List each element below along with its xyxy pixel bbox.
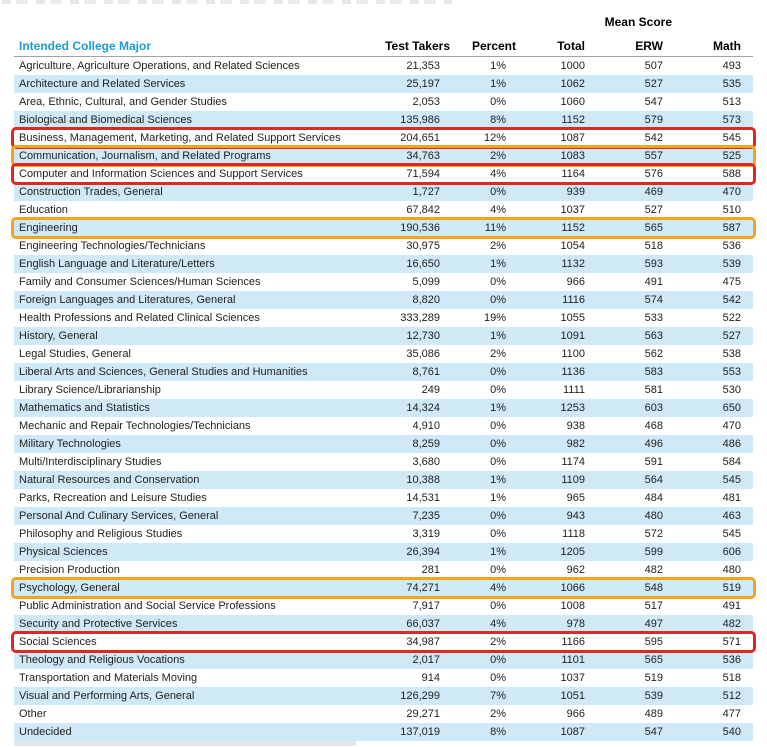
column-header-major: Intended College Major xyxy=(19,39,152,53)
cell-percent: 1% xyxy=(490,546,506,558)
cell-total: 1066 xyxy=(560,582,585,594)
table-row xyxy=(14,327,753,345)
cell-math: 518 xyxy=(722,672,741,684)
table-row xyxy=(14,615,753,633)
cell-math: 470 xyxy=(722,420,741,432)
cell-erw: 527 xyxy=(644,78,663,90)
cell-total: 1109 xyxy=(561,474,585,486)
cell-total: 1087 xyxy=(560,132,585,144)
cell-test-takers: 914 xyxy=(421,672,440,684)
table-row xyxy=(14,579,753,597)
cell-total: 1055 xyxy=(560,312,585,324)
table-row xyxy=(14,489,753,507)
table-row xyxy=(14,381,753,399)
table-row xyxy=(14,219,753,237)
table-row xyxy=(14,435,753,453)
cell-major: Parks, Recreation and Leisure Studies xyxy=(19,492,207,504)
cell-test-takers: 1,727 xyxy=(412,186,440,198)
cell-percent: 0% xyxy=(490,528,506,540)
cell-percent: 1% xyxy=(490,474,506,486)
cell-percent: 4% xyxy=(490,168,506,180)
table-row xyxy=(14,201,753,219)
cell-major: Social Sciences xyxy=(19,636,97,648)
cell-major: Mathematics and Statistics xyxy=(19,402,150,414)
cell-math: 493 xyxy=(722,60,741,72)
cell-total: 1083 xyxy=(560,150,585,162)
cell-total: 939 xyxy=(566,186,585,198)
cell-major: Personal And Culinary Services, General xyxy=(19,510,219,522)
table-row xyxy=(14,417,753,435)
cell-erw: 507 xyxy=(644,60,663,72)
cell-math: 481 xyxy=(722,492,741,504)
cell-test-takers: 135,986 xyxy=(400,114,440,126)
cell-erw: 484 xyxy=(644,492,663,504)
cell-test-takers: 30,975 xyxy=(406,240,440,252)
cell-percent: 0% xyxy=(490,510,506,522)
cell-test-takers: 66,037 xyxy=(406,618,440,630)
table-row xyxy=(14,111,753,129)
cell-erw: 489 xyxy=(644,708,663,720)
cell-percent: 4% xyxy=(490,582,506,594)
cell-total: 1008 xyxy=(560,600,585,612)
cell-major: Liberal Arts and Sciences, General Studies and Humanities xyxy=(19,366,308,378)
cell-total: 1152 xyxy=(561,114,585,126)
next-section-edge xyxy=(14,741,356,746)
cell-math: 587 xyxy=(722,222,741,234)
cell-total: 1087 xyxy=(560,726,585,738)
cell-test-takers: 26,394 xyxy=(406,546,440,558)
cell-percent: 7% xyxy=(490,690,506,702)
cell-test-takers: 12,730 xyxy=(406,330,440,342)
table-row xyxy=(14,129,753,147)
cell-math: 536 xyxy=(722,240,741,252)
cell-math: 513 xyxy=(722,96,741,108)
cell-total: 1111 xyxy=(562,384,585,396)
cell-erw: 482 xyxy=(644,564,663,576)
cell-total: 1116 xyxy=(562,294,585,306)
cell-percent: 1% xyxy=(490,60,506,72)
cell-major: Architecture and Related Services xyxy=(19,78,186,90)
cell-math: 553 xyxy=(722,366,741,378)
cell-test-takers: 281 xyxy=(421,564,440,576)
cell-erw: 595 xyxy=(644,636,663,648)
cell-total: 1101 xyxy=(561,654,585,666)
cell-major: Psychology, General xyxy=(19,582,120,594)
table-row xyxy=(14,183,753,201)
cell-percent: 4% xyxy=(490,618,506,630)
cell-percent: 1% xyxy=(490,402,506,414)
cell-erw: 547 xyxy=(644,96,663,108)
cell-erw: 491 xyxy=(644,276,663,288)
cell-percent: 2% xyxy=(490,708,506,720)
cell-erw: 519 xyxy=(644,672,663,684)
cell-math: 588 xyxy=(722,168,741,180)
cell-erw: 497 xyxy=(644,618,663,630)
cell-math: 545 xyxy=(722,528,741,540)
cell-erw: 548 xyxy=(644,582,663,594)
mean-score-group-header: Mean Score xyxy=(604,15,672,29)
cell-math: 477 xyxy=(722,708,741,720)
cell-major: Security and Protective Services xyxy=(19,618,178,630)
table-row xyxy=(14,651,753,669)
cell-major: Undecided xyxy=(19,726,72,738)
cell-test-takers: 21,353 xyxy=(406,60,440,72)
table-row xyxy=(14,561,753,579)
cell-math: 530 xyxy=(722,384,741,396)
cell-major: Engineering xyxy=(19,222,78,234)
table-row xyxy=(14,75,753,93)
cell-major: Public Administration and Social Service Professions xyxy=(19,600,276,612)
cell-percent: 1% xyxy=(490,258,506,270)
cell-math: 482 xyxy=(722,618,741,630)
cell-major: Legal Studies, General xyxy=(19,348,131,360)
cell-test-takers: 2,017 xyxy=(412,654,440,666)
table-row xyxy=(14,507,753,525)
cell-major: Physical Sciences xyxy=(19,546,108,558)
cell-test-takers: 25,197 xyxy=(406,78,440,90)
cell-total: 1152 xyxy=(561,222,585,234)
cell-major: History, General xyxy=(19,330,98,342)
cell-erw: 599 xyxy=(644,546,663,558)
cell-total: 1060 xyxy=(560,96,585,108)
cell-test-takers: 74,271 xyxy=(406,582,440,594)
cell-test-takers: 16,650 xyxy=(406,258,440,270)
cell-major: Precision Production xyxy=(19,564,120,576)
cell-erw: 581 xyxy=(644,384,663,396)
cell-erw: 583 xyxy=(644,366,663,378)
table-row xyxy=(14,669,753,687)
cell-test-takers: 34,987 xyxy=(406,636,440,648)
cell-erw: 539 xyxy=(644,690,663,702)
column-header-percent: Percent xyxy=(471,39,516,53)
cell-math: 606 xyxy=(722,546,741,558)
cell-erw: 593 xyxy=(644,258,663,270)
cell-test-takers: 2,053 xyxy=(412,96,440,108)
cell-math: 650 xyxy=(722,402,741,414)
cell-math: 535 xyxy=(722,78,741,90)
cell-major: Area, Ethnic, Cultural, and Gender Studies xyxy=(19,96,227,108)
cell-math: 540 xyxy=(722,726,741,738)
column-header-erw: ERW xyxy=(635,39,663,53)
cell-math: 510 xyxy=(722,204,741,216)
cell-percent: 2% xyxy=(490,150,506,162)
cell-test-takers: 333,289 xyxy=(400,312,440,324)
cropped-text-remnant xyxy=(2,0,452,4)
cell-percent: 0% xyxy=(490,564,506,576)
cell-percent: 0% xyxy=(490,438,506,450)
cell-math: 525 xyxy=(722,150,741,162)
cell-test-takers: 137,019 xyxy=(400,726,440,738)
cell-percent: 0% xyxy=(490,366,506,378)
cell-major: Multi/Interdisciplinary Studies xyxy=(19,456,162,468)
table-row xyxy=(14,93,753,111)
cell-erw: 579 xyxy=(644,114,663,126)
cell-erw: 557 xyxy=(644,150,663,162)
table-row xyxy=(14,723,753,741)
cell-major: Engineering Technologies/Technicians xyxy=(19,240,206,252)
cell-total: 1174 xyxy=(561,456,585,468)
cell-major: Foreign Languages and Literatures, General xyxy=(19,294,236,306)
table-row xyxy=(14,147,753,165)
cell-major: Business, Management, Marketing, and Related Support Services xyxy=(19,132,341,144)
cell-test-takers: 8,761 xyxy=(412,366,440,378)
cell-total: 1037 xyxy=(560,204,585,216)
cell-total: 1136 xyxy=(561,366,585,378)
cell-percent: 19% xyxy=(483,312,506,324)
cell-major: Library Science/Librarianship xyxy=(19,384,161,396)
cell-math: 545 xyxy=(722,474,741,486)
cell-total: 965 xyxy=(566,492,585,504)
cell-total: 1253 xyxy=(560,402,585,414)
cell-test-takers: 10,388 xyxy=(406,474,440,486)
cell-major: Natural Resources and Conservation xyxy=(19,474,200,486)
cell-major: Military Technologies xyxy=(19,438,121,450)
cell-percent: 8% xyxy=(490,114,506,126)
cell-total: 1051 xyxy=(560,690,585,702)
cell-percent: 1% xyxy=(490,330,506,342)
cell-percent: 8% xyxy=(490,726,506,738)
cell-total: 1132 xyxy=(561,258,585,270)
cell-test-takers: 71,594 xyxy=(406,168,440,180)
cell-percent: 1% xyxy=(490,492,506,504)
cell-math: 538 xyxy=(722,348,741,360)
table-row xyxy=(14,237,753,255)
cell-total: 1091 xyxy=(560,330,585,342)
cell-percent: 0% xyxy=(490,672,506,684)
cell-test-takers: 14,531 xyxy=(406,492,440,504)
cell-math: 491 xyxy=(722,600,741,612)
cell-test-takers: 204,651 xyxy=(400,132,440,144)
cell-math: 475 xyxy=(722,276,741,288)
table-row xyxy=(14,597,753,615)
cell-math: 512 xyxy=(722,690,741,702)
table-row xyxy=(14,345,753,363)
cell-major: Health Professions and Related Clinical Sciences xyxy=(19,312,260,324)
cell-percent: 0% xyxy=(490,456,506,468)
cell-test-takers: 3,319 xyxy=(412,528,440,540)
cell-math: 470 xyxy=(722,186,741,198)
cell-percent: 2% xyxy=(490,636,506,648)
cell-math: 539 xyxy=(722,258,741,270)
cell-total: 1166 xyxy=(561,636,585,648)
cell-major: Family and Consumer Sciences/Human Sciences xyxy=(19,276,261,288)
cell-test-takers: 3,680 xyxy=(412,456,440,468)
cell-total: 962 xyxy=(566,564,585,576)
cell-major: Transportation and Materials Moving xyxy=(19,672,198,684)
cell-percent: 0% xyxy=(490,276,506,288)
cell-erw: 562 xyxy=(644,348,663,360)
column-header-total: Total xyxy=(557,39,585,53)
cell-percent: 2% xyxy=(490,348,506,360)
cell-major: English Language and Literature/Letters xyxy=(19,258,215,270)
cell-erw: 564 xyxy=(644,474,663,486)
cell-major: Mechanic and Repair Technologies/Technicians xyxy=(19,420,251,432)
cell-erw: 576 xyxy=(644,168,663,180)
cell-test-takers: 249 xyxy=(421,384,440,396)
cell-erw: 468 xyxy=(644,420,663,432)
cell-erw: 572 xyxy=(644,528,663,540)
cell-test-takers: 29,271 xyxy=(406,708,440,720)
table-row xyxy=(14,633,753,651)
cell-total: 1118 xyxy=(562,528,585,540)
table-row xyxy=(14,255,753,273)
cell-percent: 12% xyxy=(483,132,506,144)
cell-major: Philosophy and Religious Studies xyxy=(19,528,183,540)
cell-major: Computer and Information Sciences and Support Services xyxy=(19,168,303,180)
column-header-math: Math xyxy=(713,39,741,53)
column-header-row xyxy=(14,39,753,53)
cell-total: 943 xyxy=(566,510,585,522)
cell-total: 938 xyxy=(566,420,585,432)
cell-math: 536 xyxy=(722,654,741,666)
cell-erw: 591 xyxy=(644,456,663,468)
column-header-test-takers: Test Takers xyxy=(385,39,450,53)
cell-percent: 11% xyxy=(484,222,506,234)
cell-math: 486 xyxy=(722,438,741,450)
cell-test-takers: 34,763 xyxy=(406,150,440,162)
cell-total: 978 xyxy=(566,618,585,630)
cell-erw: 563 xyxy=(644,330,663,342)
table-row xyxy=(14,471,753,489)
cell-percent: 0% xyxy=(490,384,506,396)
cell-erw: 565 xyxy=(644,654,663,666)
cell-major: Communication, Journalism, and Related Programs xyxy=(19,150,271,162)
cell-erw: 533 xyxy=(644,312,663,324)
cell-erw: 518 xyxy=(644,240,663,252)
table-row xyxy=(14,273,753,291)
cell-percent: 0% xyxy=(490,294,506,306)
cell-erw: 542 xyxy=(644,132,663,144)
cell-erw: 603 xyxy=(644,402,663,414)
cell-math: 584 xyxy=(722,456,741,468)
table-row xyxy=(14,399,753,417)
table-row xyxy=(14,687,753,705)
cell-test-takers: 7,235 xyxy=(412,510,440,522)
table-row xyxy=(14,453,753,471)
cell-test-takers: 4,910 xyxy=(412,420,440,432)
table-row xyxy=(14,705,753,723)
cell-math: 519 xyxy=(722,582,741,594)
cell-erw: 565 xyxy=(644,222,663,234)
table-row xyxy=(14,525,753,543)
cell-total: 966 xyxy=(566,276,585,288)
cell-test-takers: 126,299 xyxy=(400,690,440,702)
cell-math: 463 xyxy=(722,510,741,522)
cell-major: Education xyxy=(19,204,68,216)
cell-erw: 547 xyxy=(644,726,663,738)
cell-total: 1100 xyxy=(561,348,585,360)
cell-test-takers: 190,536 xyxy=(400,222,440,234)
major-score-table xyxy=(14,6,753,741)
cell-math: 571 xyxy=(722,636,741,648)
cell-test-takers: 14,324 xyxy=(406,402,440,414)
cell-erw: 496 xyxy=(644,438,663,450)
cell-erw: 480 xyxy=(644,510,663,522)
table-row xyxy=(14,291,753,309)
cell-total: 1054 xyxy=(560,240,585,252)
table-header xyxy=(14,6,753,57)
cell-erw: 527 xyxy=(644,204,663,216)
cell-test-takers: 67,842 xyxy=(406,204,440,216)
cell-math: 545 xyxy=(722,132,741,144)
cell-total: 1037 xyxy=(560,672,585,684)
cell-major: Visual and Performing Arts, General xyxy=(19,690,195,702)
cell-total: 1205 xyxy=(560,546,585,558)
cell-percent: 0% xyxy=(490,654,506,666)
cell-percent: 2% xyxy=(490,240,506,252)
cell-total: 966 xyxy=(566,708,585,720)
cell-math: 522 xyxy=(722,312,741,324)
cell-total: 1000 xyxy=(560,60,585,72)
cell-math: 542 xyxy=(722,294,741,306)
cell-total: 1164 xyxy=(561,168,585,180)
cell-erw: 469 xyxy=(644,186,663,198)
cell-major: Agriculture, Agriculture Operations, and Related Sciences xyxy=(19,60,300,72)
cell-erw: 574 xyxy=(644,294,663,306)
cell-test-takers: 8,820 xyxy=(412,294,440,306)
table-row xyxy=(14,309,753,327)
cell-math: 527 xyxy=(722,330,741,342)
cell-test-takers: 8,259 xyxy=(412,438,440,450)
cell-percent: 0% xyxy=(490,96,506,108)
cell-major: Construction Trades, General xyxy=(19,186,163,198)
cell-percent: 0% xyxy=(490,186,506,198)
cell-major: Biological and Biomedical Sciences xyxy=(19,114,193,126)
table-row xyxy=(14,165,753,183)
cell-test-takers: 5,099 xyxy=(412,276,440,288)
cell-percent: 1% xyxy=(490,78,506,90)
cell-math: 480 xyxy=(722,564,741,576)
cell-test-takers: 7,917 xyxy=(412,600,440,612)
cell-total: 982 xyxy=(566,438,585,450)
cell-major: Other xyxy=(19,708,47,720)
cell-total: 1062 xyxy=(560,78,585,90)
cell-test-takers: 35,086 xyxy=(406,348,440,360)
cell-major: Theology and Religious Vocations xyxy=(19,654,185,666)
table-body xyxy=(14,57,753,741)
cell-percent: 0% xyxy=(490,420,506,432)
table-row xyxy=(14,57,753,75)
table-row xyxy=(14,543,753,561)
cell-percent: 0% xyxy=(490,600,506,612)
cell-math: 573 xyxy=(722,114,741,126)
cell-percent: 4% xyxy=(490,204,506,216)
table-row xyxy=(14,363,753,381)
cell-erw: 517 xyxy=(644,600,663,612)
